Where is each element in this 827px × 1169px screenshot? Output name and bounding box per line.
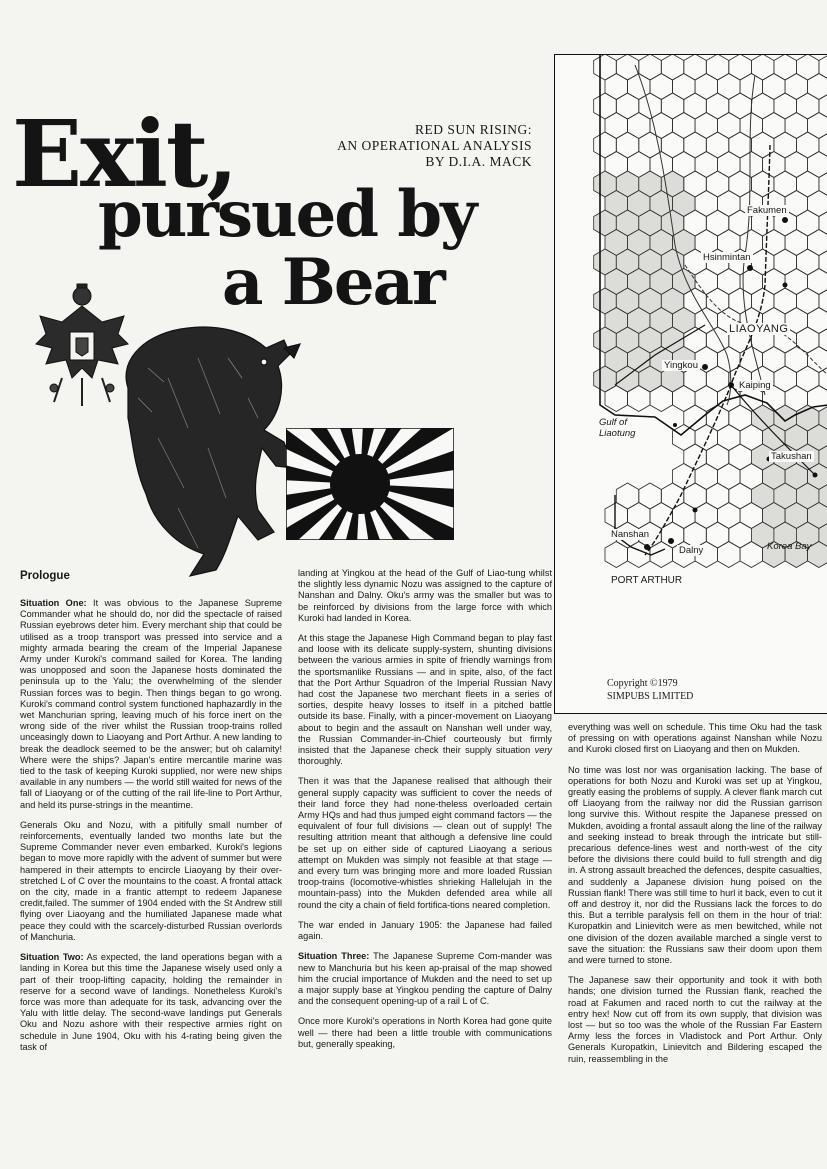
paragraph-on-schedule: everything was well on schedule. This time Oku had the task of pressing on with operations against Nanshan while Nozu and Kuroki closed first on Liaoyang and then on Mukden. xyxy=(568,722,822,755)
section-heading-prologue: Prologue xyxy=(20,570,70,582)
article-column-1 xyxy=(20,598,282,1062)
gulf-label-line-1: Gulf of xyxy=(599,417,627,428)
byline-line-3: BY D.I.A. MACK xyxy=(425,154,532,169)
byline-line-2: AN OPERATIONAL ANALYSIS xyxy=(337,138,532,153)
map-label-yingkou: Yingkou xyxy=(664,360,698,371)
map-label-hsinmintan: Hsinmintan xyxy=(703,252,751,263)
copyright-line-2: SIMPUBS LIMITED xyxy=(607,691,694,702)
map-label-fakumen: Fakumen xyxy=(747,205,787,216)
byline xyxy=(337,122,532,170)
map-label-nanshan: Nanshan xyxy=(611,529,650,540)
high-command-emphasis: very xyxy=(534,745,552,756)
map-label-kaiping: Kaiping xyxy=(739,380,771,391)
paragraph-generals-oku-nozu: Generals Oku and Nozu, with a pitifully small number of reinforcements, eventually landed two months late but the Supreme Commander never even embarked. Kuroki's legions began to move more rapidly with the advent of summer but were hampered in their attempts to encircle Liaoyang by their over-stretched L of C over the mountains to the coast. A frontal attack on the city, made in a frantic attempt to redeem Japanese credit,failed. The summer of 1904 ended with the St Andrew still flying over Liaoyang and the humiliated Japanese made what peace they could with the scarcely-disturbed Russian overlords of Manchuria. xyxy=(20,819,282,942)
situation-one-text: It was obvious to the Japanese Supreme Commander what he should do, nor did the spectacle of raised Russian eyebrows deter him. Every merchant ship that could be utilised as a troop transport was pressed into service and a mighty armada bearing the cream of the Imperial Japanese Army under Kuroki's command sailed for Korea. The landing was unopposed and soon the Japanese hosts dominated the peninsula up to the Yalu; the overwhelming of the slender Russian forces was to begin. Then things began to go wrong. Kuroki's command control system functioned haphazardly in the wet Manchurian spring, leaving much of his force inert on the wrong side of the river whilst the Russian troop-trains rolled unceasingly down to Liaoyang and Port Arthur. A new landing to break the deadlock seemed to be the answer; but oh calamity! Where were the ships? Japan's entire mercantile marine was tied to the task of keeping Kuroki supplied, nor were new ships available in any numbers — the world still waited for news of the fall of Liaoyang or of the cutting of the rail life-line to Port Arthur, and held its purse-strings in the meantime. xyxy=(20,598,282,810)
map-copyright xyxy=(607,677,693,703)
map-label-korea-bay: Korea Bay xyxy=(767,541,812,552)
paragraph-high-command xyxy=(298,633,552,767)
high-command-text-a: At this stage the Japanese High Command began to play fast and loose with its delicate supply-system, shunting divisions between the various armies in spite of friendly warnings from the sportsmanlike Russians — and in spite, also, of the fact that the Port Arthur Squadron of the Imperial Russian Navy had cost the Japanese two merchant fleets in a series of sorties, despite heavy losses to itself in a pitched battle outside its base. Finally, with a pincer-movement on Liaoyang about to begin and the assault on Nanshan well under way, the Russian Commander-in-Chief courteously but firmly insisted that the Japanese check their supply situation xyxy=(298,633,552,756)
paragraph-kuroki-operations: Once more Kuroki's operations in North Korea had gone quite well — there had been a little trouble with communications but, generally speaking, xyxy=(298,1016,552,1049)
map-label-dalny: Dalny xyxy=(679,545,704,556)
paragraph-situation-two xyxy=(20,952,282,1053)
map-label-gulf-of-liaotung xyxy=(599,417,635,439)
paragraph-opportunity: The Japanese saw their opportunity and took it with both hands; one division turned the Russian flank, reached the road at Fakumen and raced north to cut the railway at the entry hex! Now cut off from its own supply, that division was lost — but so too was the whole of the Russian Far Eastern Army less the forces in Vladistock and Port Arthur. Only Generals Kuropatkin, Linievitch and Bildering escaped the ruin, reassembling in the xyxy=(568,975,822,1064)
gulf-label-line-2: Liaotung xyxy=(599,428,636,439)
situation-two-lead: Situation Two: xyxy=(20,952,84,963)
bear-illustration xyxy=(108,318,304,580)
map-label-takushan: Takushan xyxy=(771,451,812,462)
paragraph-situation-three xyxy=(298,951,552,1007)
high-command-text-b: thoroughly. xyxy=(298,756,343,767)
article-column-2 xyxy=(298,568,552,1059)
title-line-3: a Bear xyxy=(222,245,444,320)
paragraph-no-time-lost: No time was lost nor was organisation lacking. The base of operations for both Nozu and Kuroki was set up at Yingkou, greatly easing the problems of supply. A clever flank march cut off Liaoyang from the railway nor did the Russian garrison long survive this. Without respite the Japanese pressed on Mukden, avoiding a frontal assault along the line of the railway and seeking instead to break through the intricate but still-precarious defence-lines west and north-west of the city before the divisions there could build to full strength and dig in. A strong assault breached the defences, despite casualties, and suddenly a Japanese division hung poised on the Russian flank! There was still time to hurl it back, even to cut it off and destroy it, nor did the Russians lack the forces to do this. But a terrible paralysis fell on them in the hour of trial: Kuropatkin and Linievitch were as men bewitched, while not one division of the dozen available marched a single verst to save the situation: the Russians saw their doom upon them and were turned to stone. xyxy=(568,764,822,966)
title-line-1: Exit, xyxy=(12,100,237,208)
situation-three-text: The Japanese Supreme Com-mander was new to Manchuria but his keen ap-praisal of the map showed him the crucial importance of Mukden and the need to set up a major supply base at Yingkou pending the capture of Dalny and the consequent opening-up of a rail L of C. xyxy=(298,951,552,1007)
title-line-2: pursued by xyxy=(98,177,476,252)
map-label-liaoyang: LIAOYANG xyxy=(729,323,789,335)
paragraph-supply-realisation: Then it was that the Japanese realised that although their general supply capacity was sufficient to cover the needs of their land force they had none-theless overloaded certain Army HQs and had thus jumped eight command factors — the equivalent of four full divisions — clean out of supply! The resulting attrition meant that although a defensive line could be set up on either side of captured Liaoyang a serious attempt on Mukden was simply not feasible at that stage — and every turn was bringing more and more loaded Russian troop-trains (locomotive-whistles shrieking Hallelujah in the mountain-pass) into the Mukden defended area while all round the city a chain of field fortifica-tions neared completion. xyxy=(298,776,552,910)
map-label-port-arthur: PORT ARTHUR xyxy=(611,575,683,586)
rising-sun-flag-illustration xyxy=(286,428,454,540)
situation-two-text: As expected, the land operations began with a landing in Korea but this time the Japanese wisely used only a part of their troop-lifting capacity, holding the remainder in reserve for a second wave of landings. Nonetheless Kuroki's force was more than adequate for its task, advancing over the Yalu with little delay. The second-wave landings put Generals Oku and Nozu ashore with their respective armies right on schedule in June 1904, Oku with his 4-rating being given the task of xyxy=(20,952,282,1052)
copyright-line-1: Copyright ©1979 xyxy=(607,678,678,689)
map-panel xyxy=(554,54,827,714)
situation-three-lead: Situation Three: xyxy=(298,951,370,962)
paragraph-yingkou-landing: landing at Yingkou at the head of the Gulf of Liao-tung whilst the slightly less dynamic Nozu was assigned to the capture of Nanshan and Dalny. Oku's army was the smaller but was to be reinforced by divisions from the large force with which Kuroki had landed in Korea. xyxy=(298,568,552,623)
manchuria-hex-map xyxy=(555,55,827,713)
situation-one-lead: Situation One: xyxy=(20,598,87,608)
paragraph-situation-one xyxy=(20,598,282,811)
article-column-3 xyxy=(568,722,822,1074)
byline-line-1: RED SUN RISING: xyxy=(414,122,532,137)
paragraph-war-ended: The war ended in January 1905: the Japanese had failed again. xyxy=(298,919,552,942)
